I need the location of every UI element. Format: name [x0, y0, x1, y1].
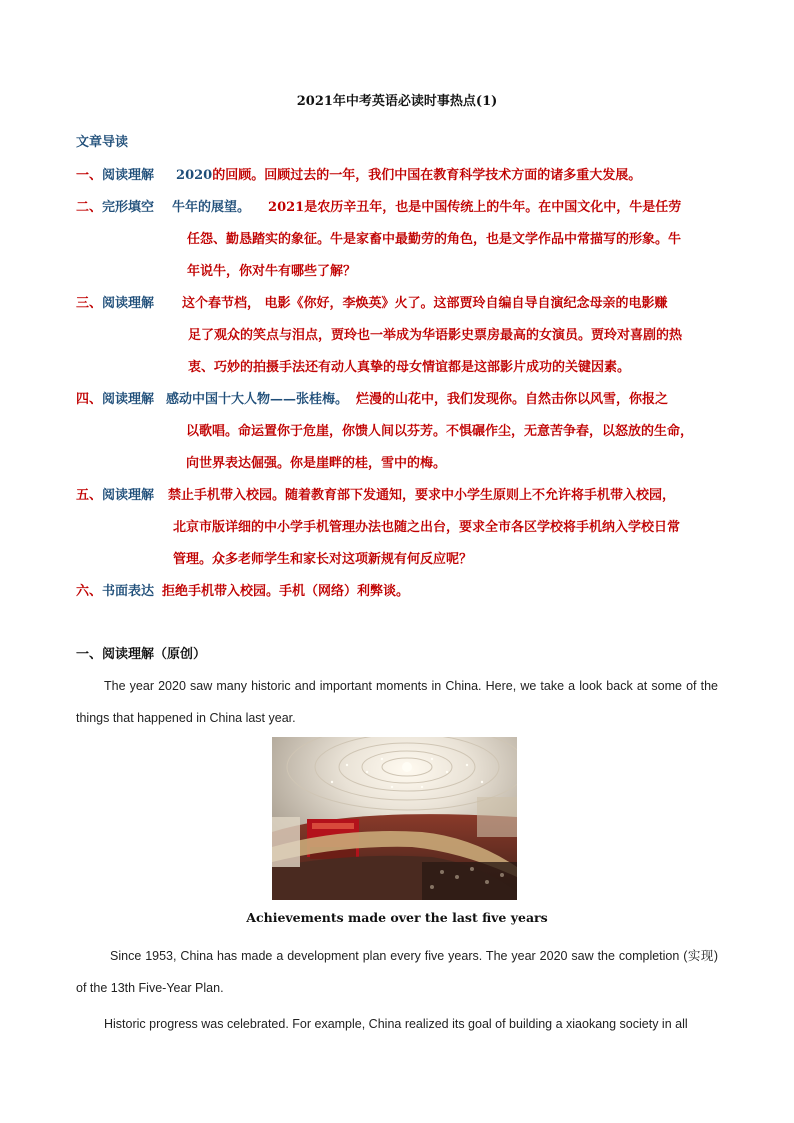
guide-item-4	[76, 384, 693, 480]
item-number: 五、	[76, 488, 103, 503]
item-lead: 牛年的展望。	[172, 200, 251, 215]
item-type: 阅读理解	[102, 296, 155, 311]
guide-item-5	[76, 480, 680, 576]
item-type: 阅读理解	[102, 168, 155, 183]
guide-item-2	[76, 192, 681, 288]
item-type: 阅读理解	[102, 392, 155, 407]
guide-heading: 文章导读	[76, 135, 129, 150]
body-paragraph-1: Since 1953, China has made a development plan every five years. The year 2020 saw the completion (实现) of the 13th Five-Year Plan.	[76, 949, 718, 995]
item-number: 一、	[76, 168, 103, 183]
intro-paragraph: The year 2020 saw many historic and important moments in China. Here, we take a look back at some of the things that happened in China last year.	[76, 679, 718, 725]
item-continuation: 向世界表达倔强。你是崖畔的桂，雪中的梅。	[186, 456, 447, 471]
section-heading: 一、阅读理解（原创）	[76, 647, 207, 662]
guide-item-1	[76, 160, 641, 192]
item-text: 2021是农历辛丑年，也是中国传统上的牛年。在中国文化中，牛是任劳	[268, 200, 682, 215]
guide-item-3	[76, 288, 682, 384]
guide-item-6	[76, 576, 409, 608]
item-continuation: 任怨、勤恳踏实的象征。牛是家畜中最勤劳的角色，也是文学作品中常描写的形象。牛	[187, 232, 682, 247]
item-continuation: 年说牛，你对牛有哪些了解？	[187, 264, 357, 279]
item-text: 的回顾。回顾过去的一年，我们中国在教育科学技术方面的诸多重大发展。	[212, 168, 642, 183]
item-number: 三、	[76, 296, 103, 311]
item-continuation: 足了观众的笑点与泪点，贾玲也一举成为华语影史票房最高的女演员。贾玲对喜剧的热	[188, 328, 683, 343]
image-caption: Achievements made over the last five years	[246, 910, 548, 925]
item-continuation: 北京市版详细的中小学手机管理办法也随之出台，要求全市各区学校将手机纳入学校日常	[173, 520, 681, 535]
great-hall-auditorium-photo	[272, 737, 517, 900]
item-number: 二、	[76, 200, 103, 215]
item-type: 完形填空	[102, 200, 155, 215]
document-title: 2021年中考英语必读时事热点(1)	[296, 94, 498, 109]
item-lead: 2020	[176, 168, 213, 183]
item-continuation: 管理。众多老师学生和家长对这项新规有何反应呢？	[173, 552, 473, 567]
body-paragraph-2: Historic progress was celebrated. For example, China realized its goal of building a xiaokang society in all	[104, 1017, 688, 1031]
item-text: 这个春节档， 电影《你好，李焕英》火了。这部贾玲自编自导自演纪念母亲的电影赚	[182, 296, 668, 311]
item-type: 阅读理解	[102, 488, 155, 503]
item-text: 烂漫的山花中，我们发现你。自然击你以风雪，你报之	[356, 392, 669, 407]
item-lead: 感动中国十大人物——张桂梅。	[166, 392, 349, 407]
item-continuation: 以歌唱。命运置你于危崖，你馈人间以芬芳。不惧碾作尘，无意苦争春，以怒放的生命，	[186, 424, 694, 439]
item-text: 禁止手机带入校园。随着教育部下发通知，要求中小学生原则上不允许将手机带入校园，	[168, 488, 676, 503]
item-type: 书面表达	[102, 584, 155, 599]
item-number: 四、	[76, 392, 103, 407]
item-number: 六、	[76, 584, 103, 599]
item-text: 拒绝手机带入校园。手机（网络）利弊谈。	[162, 584, 410, 599]
item-continuation: 衷、巧妙的拍摄手法还有动人真挚的母女情谊都是这部影片成功的关键因素。	[188, 360, 631, 375]
